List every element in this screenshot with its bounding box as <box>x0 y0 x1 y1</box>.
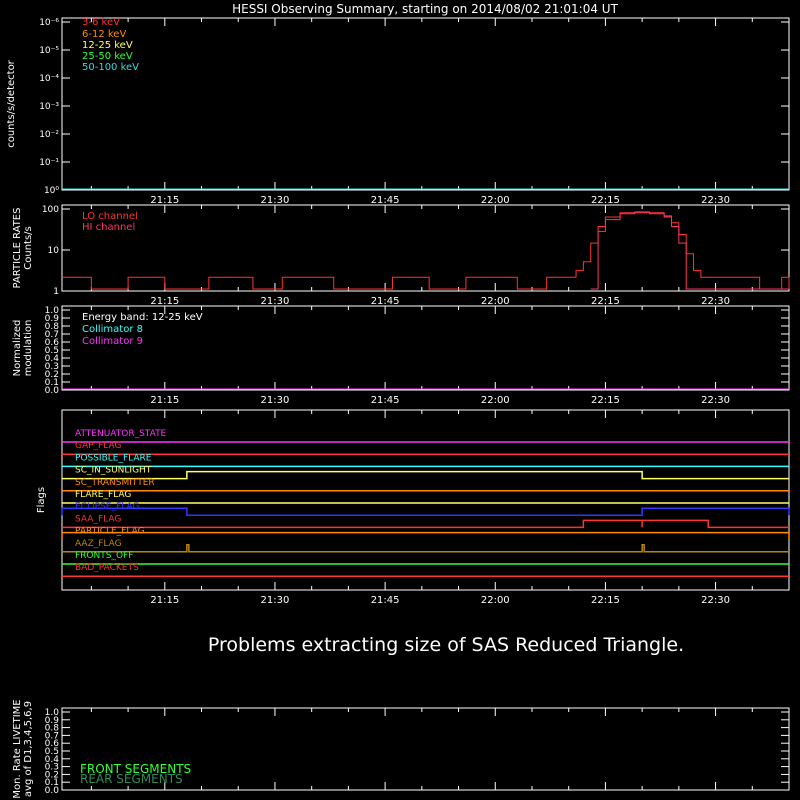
y-tick-label: 0.1 <box>44 378 59 388</box>
flag-label: BAD_PACKETS <box>75 563 139 574</box>
y-tick-label: 10 <box>47 246 59 256</box>
x-axis-ticks <box>91 708 789 790</box>
x-tick-label: 22:00 <box>480 595 510 606</box>
x-tick-label: 21:30 <box>260 296 290 307</box>
y-tick-label: 10⁰ <box>43 186 59 196</box>
panel-frame <box>62 18 789 190</box>
panel-modulation <box>12 306 789 406</box>
y-axis-label-line-2: Counts/s <box>23 226 34 270</box>
legend-rear-segments: REAR SEGMENTS <box>80 772 183 786</box>
x-tick-label: 22:30 <box>701 595 730 606</box>
flag-label: FLARE_FLAG <box>75 490 132 500</box>
legend <box>82 211 138 233</box>
y-axis-label: counts/s/detector <box>6 60 17 148</box>
x-tick-label: 21:15 <box>150 395 180 406</box>
x-tick-label: 21:15 <box>150 195 180 206</box>
flag-label: PARTICLE_FLAG <box>75 526 145 537</box>
flag-label: ATTENUATOR_STATE <box>75 429 167 439</box>
y-tick-label: 1.0 <box>44 306 59 316</box>
flag-line <box>62 520 789 527</box>
y-tick-label: 0.6 <box>44 338 59 348</box>
x-tick-label: 22:30 <box>701 395 730 406</box>
legend-12-25kev: 12-25 keV <box>82 40 133 51</box>
x-tick-label: 22:30 <box>701 195 730 206</box>
x-tick-label: 21:15 <box>150 595 180 606</box>
legend-front-segments: FRONT SEGMENTS <box>80 762 192 776</box>
y-axis-label-line-1: Normalized <box>12 319 23 377</box>
y-tick-label: 0.1 <box>44 778 59 789</box>
panel-count-rates <box>6 17 789 206</box>
y-tick-label: 0.9 <box>44 715 59 726</box>
energy-band-annotation: Energy band: 12-25 keV <box>82 312 203 323</box>
y-tick-label: 0.5 <box>44 346 59 356</box>
y-tick-label: 10⁻³ <box>39 102 59 112</box>
x-axis-ticks <box>91 205 789 307</box>
x-tick-label: 22:30 <box>701 296 730 307</box>
x-tick-label: 22:00 <box>480 395 510 406</box>
panel-frame <box>62 410 789 590</box>
flag-line <box>62 508 789 515</box>
y-axis-ticks <box>39 18 789 196</box>
figure-title: HESSI Observing Summary, starting on 2014/08/02 21:01:04 UT <box>232 2 618 16</box>
flag-line <box>62 545 789 552</box>
panel-frame <box>62 205 789 291</box>
y-tick-label: 0.8 <box>44 322 59 332</box>
y-tick-label: 0.6 <box>44 739 59 750</box>
x-tick-label: 21:30 <box>260 395 290 406</box>
x-tick-label: 22:15 <box>591 595 620 606</box>
y-tick-label: 0.0 <box>44 386 59 396</box>
status-message: Problems extracting size of SAS Reduced Triangle. <box>207 634 685 656</box>
flag-label: SC_TRANSMITTER <box>75 477 155 488</box>
x-tick-label: 22:15 <box>591 395 620 406</box>
y-tick-label: 0.7 <box>44 330 59 340</box>
x-tick-label: 21:15 <box>150 296 180 307</box>
flag-label: GAP_FLAG <box>75 441 122 452</box>
y-tick-label: 0.2 <box>44 770 59 781</box>
legend <box>82 17 139 73</box>
y-tick-label: 100 <box>41 205 59 215</box>
y-tick-label: 0.0 <box>44 786 59 796</box>
flag-label: AAZ_FLAG <box>75 538 122 549</box>
flag-label: FRONTS_OFF <box>75 551 134 561</box>
y-tick-label: 0.4 <box>44 754 59 765</box>
y-axis-label-line-1: Mon. Rate LIVETIME <box>12 699 23 799</box>
legend-3-6kev: 3-6 keV <box>82 17 120 28</box>
x-tick-label: 21:45 <box>370 395 400 406</box>
y-tick-label: 1 <box>53 287 59 297</box>
y-axis-label-line-2: modulation <box>23 319 34 377</box>
x-tick-label: 22:00 <box>480 296 510 307</box>
flag-label: POSSIBLE_FLARE <box>75 453 152 464</box>
series-line-lo-channel <box>62 212 789 289</box>
panel-particle-rates <box>12 205 789 307</box>
y-tick-label: 10⁻¹ <box>39 158 59 168</box>
legend-collimator-8: Collimator 8 <box>82 324 143 335</box>
y-tick-label: 10⁻⁴ <box>39 74 59 84</box>
legend-50-100kev: 50-100 keV <box>82 62 140 73</box>
flag-label: SC_IN_SUNLIGHT <box>75 465 152 476</box>
y-axis-label-line-1: PARTICLE RATES <box>12 207 23 289</box>
y-tick-label: 0.2 <box>44 370 59 380</box>
y-axis-label: Flags <box>36 486 47 514</box>
x-tick-label: 21:45 <box>370 296 400 307</box>
x-axis-ticks <box>91 18 789 206</box>
y-tick-label: 1.0 <box>44 708 59 718</box>
y-tick-label: 10⁻⁶ <box>39 18 59 28</box>
y-axis-ticks <box>42 205 789 297</box>
y-tick-label: 0.8 <box>44 723 59 734</box>
x-tick-label: 21:45 <box>370 595 400 606</box>
y-tick-label: 0.3 <box>44 762 59 773</box>
legend-25-50kev: 25-50 keV <box>82 51 133 62</box>
panel-flags <box>36 410 789 606</box>
legend-lo-channel: LO channel <box>82 211 138 222</box>
y-tick-label: 10⁻⁵ <box>39 46 59 56</box>
x-tick-label: 21:30 <box>260 595 290 606</box>
flag-rows <box>62 429 789 576</box>
legend-hi-channel: HI channel <box>82 222 136 233</box>
flag-line <box>62 533 789 540</box>
y-tick-label: 0.9 <box>44 314 59 324</box>
x-tick-label: 21:30 <box>260 195 290 206</box>
y-axis-label-line-2: avg of D1,3,4,5,6,9 <box>23 700 34 798</box>
flag-line <box>62 472 789 479</box>
legend-collimator-9: Collimator 9 <box>82 336 143 347</box>
y-tick-label: 10⁻² <box>39 130 59 140</box>
panel-livetime <box>12 699 789 798</box>
flag-label: ECLIPSE_FLAG <box>75 502 140 513</box>
flag-label: SAA_FLAG <box>75 514 122 525</box>
x-tick-label: 22:00 <box>480 195 510 206</box>
legend-6-12kev: 6-12 keV <box>82 29 127 40</box>
x-tick-label: 22:15 <box>591 195 620 206</box>
y-tick-label: 0.5 <box>44 747 59 757</box>
y-tick-label: 0.3 <box>44 362 59 372</box>
x-tick-label: 21:45 <box>370 195 400 206</box>
y-tick-label: 0.7 <box>44 731 59 742</box>
x-tick-label: 22:15 <box>591 296 620 307</box>
y-tick-label: 0.4 <box>44 354 59 364</box>
